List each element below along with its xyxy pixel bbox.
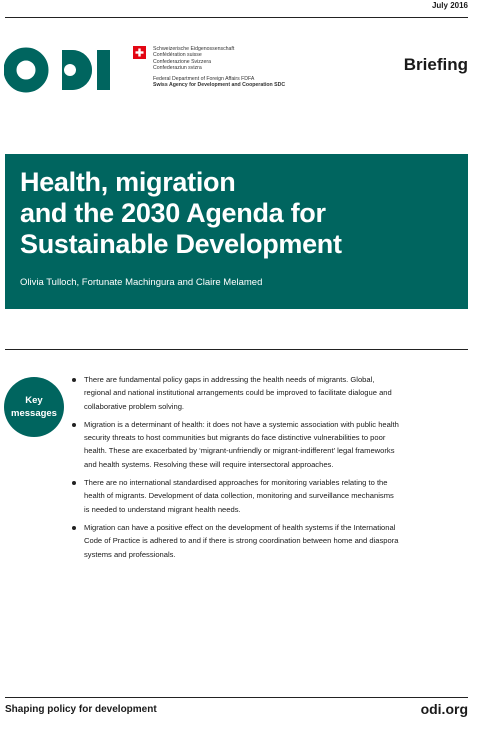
key-message-item: Migration can have a positive effect on the development of health systems if the International Code of Practice is adhered to and if there is strong coordination between home and diaspora systems and professionals. [70, 521, 400, 561]
key-messages-label-2: messages [11, 408, 57, 419]
odi-logo [4, 46, 114, 94]
federal-line-de: Schweizerische Eidgenossenschaft [153, 46, 235, 52]
swiss-flag-icon [133, 46, 146, 59]
key-messages-label-1: Key [25, 395, 43, 406]
key-message-item: Migration is a determinant of health: it does not have a systemic association with public health security threats to host communities but migrants do face distinctive vulnerabilities to poor health. These are exacerbated by ‘migrant-unfriendly or migrant-indifferent’ legal frameworks and health systems. Resolving these will require intersectoral approaches. [70, 418, 400, 471]
title-line-3: Sustainable Development [20, 229, 342, 259]
key-message-item: There are no international standardised approaches for monitoring variables relating to the health of migrants. Development of data collection, monitoring and surveillance mechanisms is needed to understand migrant health needs. [70, 476, 400, 516]
publication-date: July 2016 [431, 1, 468, 10]
footer-divider [5, 697, 468, 698]
federal-line-it: Confederazione Svizzera [153, 58, 211, 65]
sdc-agency: Swiss Agency for Development and Cooperation SDC [153, 82, 286, 89]
series-label: Briefing [403, 55, 468, 74]
federal-line-fr: Confédération suisse [153, 52, 202, 59]
key-message-item: There are fundamental policy gaps in addressing the health needs of migrants. Global, regional and national institutional arrangements could be improved to facilitate dialogue and collaborative problem solving. [70, 373, 400, 413]
title-line-1: Health, migration [20, 167, 236, 197]
footer-tagline: Shaping policy for development [5, 704, 157, 715]
document-title [20, 167, 450, 260]
authors: Olivia Tulloch, Fortunate Machingura and Claire Melamed [20, 277, 263, 288]
footer-site-link[interactable]: odi.org [420, 701, 468, 717]
federal-line-rm: Confederaziun svizra [153, 64, 202, 71]
key-messages-badge [4, 377, 64, 437]
key-messages-list [70, 373, 400, 566]
top-divider [5, 17, 468, 18]
title-banner [5, 154, 468, 309]
title-line-2: and the 2030 Agenda for [20, 198, 326, 228]
section-divider [5, 349, 468, 350]
federal-department: Federal Department of Foreign Affairs FDFA [153, 76, 255, 83]
